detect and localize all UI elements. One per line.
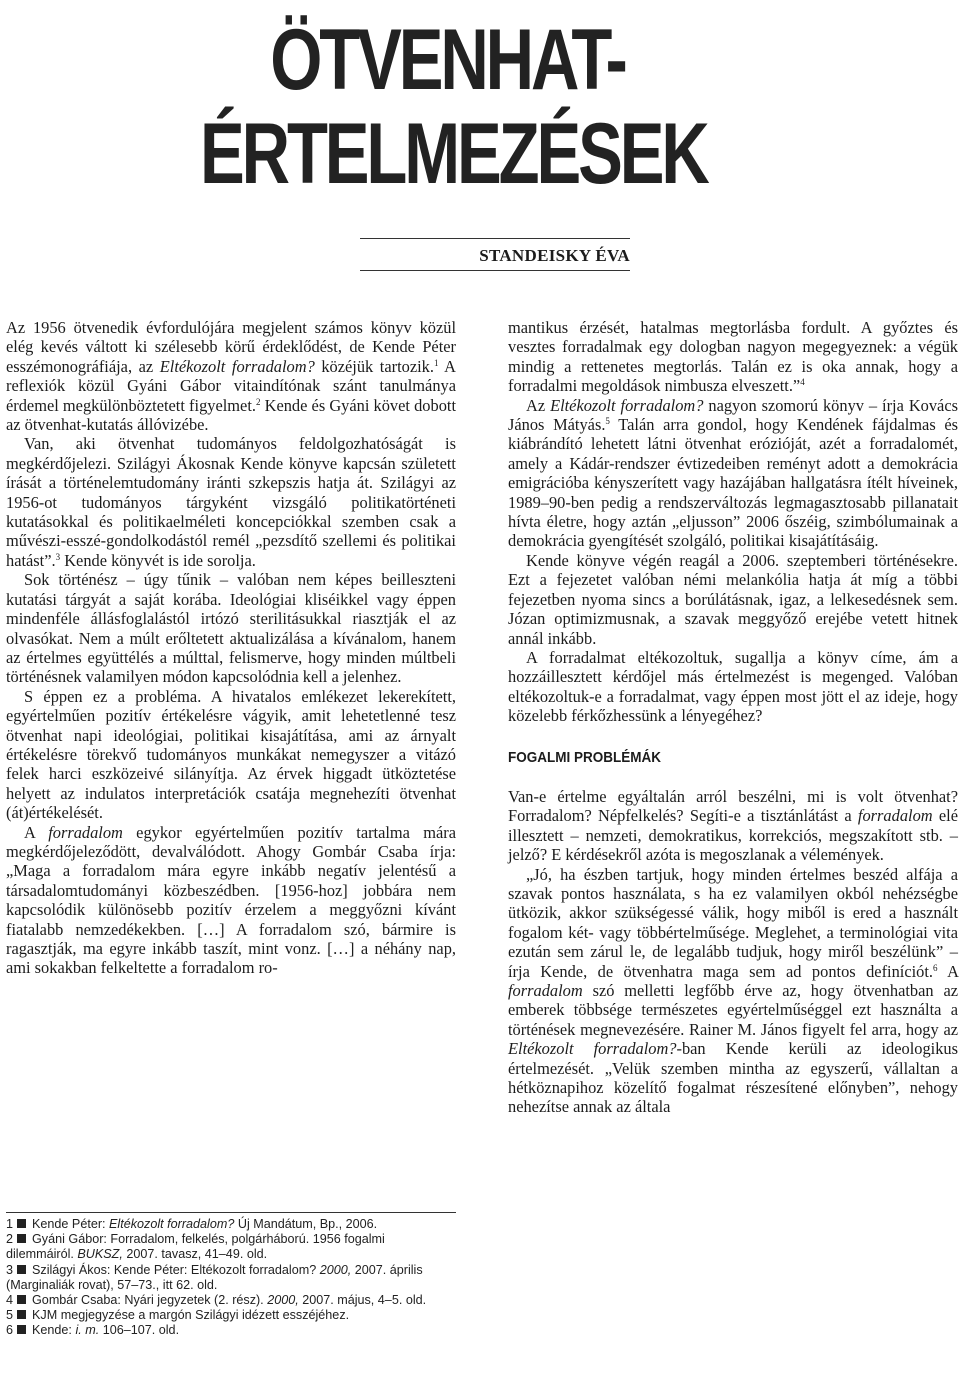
right-column — [508, 318, 958, 1117]
square-bullet-icon — [17, 1325, 26, 1334]
paragraph: mantikus érzését, hatalmas megtorlásba fordult. A győztes és vesztes forradalmak egy dologban nagyon megegyeznek: a végük mindig a rettenetes megtorlás. Talán ez is oka annak, hogy a forradalmi megoldások nimbusza elveszett.”$^4$ — [508, 318, 958, 396]
paragraph: Kende könyve végén reagál a 2006. szeptemberi történésekre. Ezt a fejezetet valóban némi melankólia hatja át míg a többi fejezetben nyoma sincs a borúlátásnak, igaz, a lelkesedésnek sem. Józan optimizmusnak, a szavak meggyőző erejébe vetett hitnek annál inkább. — [508, 550, 958, 648]
paragraph: Van, aki ötvenhat tudományos feldolgozhatóságát is megkérdőjelezi. Szilágyi Ákosnak Kende könyve kapcsán született írását a történelemtudomány iránti szkepszis hatja át. Szilágyi az 1956-ot tudományos tárgyként vizsgáló politikatörténeti kutatásokkal és politikaelméleti koncepciókkal szemben csak a művészi-esszé-gondolkodástól remél „pezsdítő szellemi és politikai hatást”.$^3$ Kende könyvét is ide sorolja. — [6, 434, 456, 570]
footnote-ref[interactable]: 2 — [255, 396, 261, 407]
footnote: 4 Gombár Csaba: Nyári jegyzetek (2. rész). 2000, 2007. május, 4–5. old. — [6, 1293, 427, 1308]
footnote: 6 Kende: i. m. 106–107. old. — [6, 1323, 180, 1338]
paragraph: Az 1956 ötvenedik évfordulójára megjelent számos könyv közül elég kevés váltott ki szélesebb körű érdeklődést, de Kende Péter esszémonográfiája, az Eltékozolt forradalom? közéjük tartozik.$^1$ A reflexiók közül Gyáni Gábor vitaindítónak szánt tanulmánya érdemel megkülönböztetett figyelmet.$^2$ Kende és Gyáni követ dobott az ötvenhat-kutatás állóvizébe. — [6, 318, 456, 435]
article-title-line-2: ÉRTELMEZÉSEK — [200, 106, 707, 202]
paragraph: S éppen ez a probléma. A hivatalos emlékezet lekerekített, egyértelműen pozitív értékelésre vágyik, amit lehetetlenné tesz ötvenhat napi ideológiai, politikai kisajátítása, ami az árnyalt értékelésre törekvő tudományos munkákat nemegyszer a vitázó felek harci eszközeivé silányítja. Az érvek higgadt ütköztetése helyett az indulatos interpretációk csatája megnehezíti ötvenhat (át)értékelését. — [6, 686, 456, 823]
paragraph: A forradalmat eltékozoltuk, sugallja a könyv címe, ám a hozzáillesztett kérdőjel más értelmezést is megenged. Valóban eltékozoltuk-e a forradalmat, vagy éppen most jött el az ideje, hogy közelebb férkőzhessünk a lényegéhez? — [508, 647, 958, 726]
left-column — [6, 318, 456, 978]
square-bullet-icon — [17, 1219, 26, 1228]
author-rule-bottom — [360, 270, 630, 271]
footnote: 1 Kende Péter: Eltékozolt forradalom? Új Mandátum, Bp., 2006. — [6, 1217, 378, 1231]
square-bullet-icon — [17, 1295, 26, 1304]
footnote-ref[interactable]: 6 — [933, 962, 938, 973]
footnote-ref[interactable]: 4 — [800, 377, 805, 388]
paragraph: „Jó, ha észben tartjuk, hogy minden értelmes beszéd alfája a szavak pontos használata, s ha ez valamilyen okból nehézségbe ütközik, akkor szükségessé válik, hogy miből is ered a használt fogalom két- vagy többértelműsége. Meglehet, a terminológiai vita ezután sem zárul le, de legalább tudjuk, hogy miről beszélünk” – írja Kende, de ötvenhatra maga sem ad pontos definíciót.$^6$ A forradalom szó melletti legfőbb érve az, hogy ötvenhatban az emberek többsége természetes egyértelműséggel ezt használta a történések megnevezésére. Rainer M. János figyelt fel arra, hogy az Eltékozolt forradalom?-ban Kende kerüli az ideologikus értelmezését. „Velük szemben mintha az egyszerű, vállaltan a hétköznapihoz közelítő fogalmat részesítené előnyben”, nehogy nehezítse annak az általa — [508, 864, 958, 1117]
footnote: 5 KJM megjegyzése a margón Szilágyi idézett esszéjéhez. — [6, 1308, 350, 1323]
footnote-ref[interactable]: 1 — [433, 357, 439, 368]
square-bullet-icon — [17, 1310, 26, 1319]
paragraph: Az Eltékozolt forradalom? nagyon szomorú könyv – írja Kovács János Mátyás.$^5$ Talán arra gondol, hogy Kendének fájdalmas és kiábrándító lehetett látni ötvenhat erózióját, azét a forradalomét, amely a Kádár-rendszer évtizedeiben reményt adott a demokrácia emigrációba kényszerített vagy hazájában hallgatásra ítélt híveinek, 1989–90-ben pedig a rendszerváltozás legmagasztosabb pillanatait hívta életre, hogy aztán „eljusson” 2006 őszéig, szimbólumainak a demokrácia gyengítését szolgáló, politikai kisajátításáig. — [508, 395, 958, 551]
article-title-line-1: ÖTVENHAT- — [270, 12, 625, 108]
footnote-ref[interactable]: 5 — [605, 416, 610, 427]
footnote-ref[interactable]: 3 — [55, 551, 61, 562]
author-name: STANDEISKY ÉVA — [479, 246, 630, 265]
paragraph: Van-e értelme egyáltalán arról beszélni, mi is volt ötvenhat? Forradalom? Népfelkelés? Segíti-e a tisztánlátást a forradalom elé illesztett – nemzeti, demokratikus, korrekciós, megszakított stb. – jelző? E kérdésekről azóta is megoszlanak a vélemények. — [508, 786, 958, 865]
paragraph: Sok történész – úgy tűnik – valóban nem képes beilleszteni kutatási tárgyát a saját korába. Ideológiai kliséikkel vagy éppen mindenféle állásfoglalástól irtózó sterilitásukkal riasztják el az olvasókat. Nem a múlt erőltetett aktualizálása a kívánalom, hanem az értelmes együttélés a múlttal, felismerve, hogy minden múltbeli történésnek valamilyen módon kapcsolódnia kell a jelenhez. — [6, 570, 456, 687]
paragraph: A forradalom egykor egyértelműen pozitív tartalma mára megkérdőjeleződött, devalválódott. Ahogy Gombár Csaba írja: „Maga a forradalom mára egyre inkább negatív jelentésű a társadalomtudományi közbeszédben. [1956-hoz] jobbára nem kapcsolódik különösebb pozitív érzelem a meggyőzni kívánt fiatalabb nemzedékekben. […] A forradalom szó, bármire is ragasztják, ma egyre inkább taszít, mint vonz. […] a néhány nap, ami sokakban felkeltette a forradalom ro- — [6, 822, 456, 978]
footnote: 2 Gyáni Gábor: Forradalom, felkelés, polgárháború. 1956 fogalmi dilemmáiról. BUKSZ, 2007. tavasz, 41–49. old. — [6, 1232, 385, 1262]
author-rule-top — [360, 238, 630, 239]
square-bullet-icon — [17, 1234, 26, 1243]
footnotes — [6, 1212, 456, 1339]
square-bullet-icon — [17, 1265, 26, 1274]
section-heading: FOGALMI PROBLÉMÁK — [508, 748, 661, 766]
footnote: 3 Szilágyi Ákos: Kende Péter: Eltékozolt forradalom? 2000, 2007. április (Marginaliák rovat), 57–73., itt 62. old. — [6, 1262, 423, 1292]
